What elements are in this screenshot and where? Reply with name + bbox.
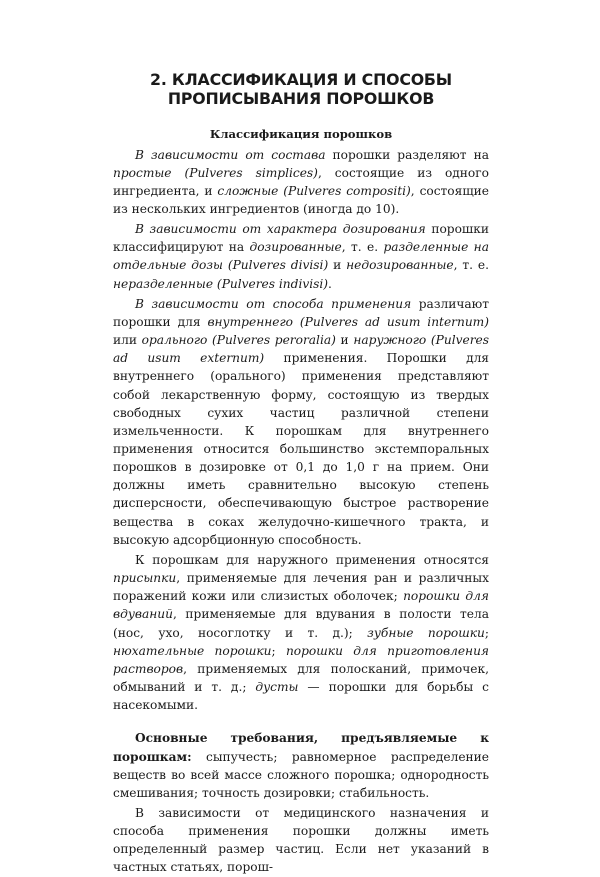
text-segment: , состоящие из одного ингредиента, и [113, 165, 489, 198]
text-segment: , применяемые для вдувания в полости тела (нос, ухо, носоглотку и т. д.); [113, 607, 489, 640]
text-segment: дозированные [249, 240, 342, 255]
text-segment: зубные порошки [367, 625, 485, 640]
chapter-title-line-2: ПРОПИСЫВАНИЯ ПОРОШКОВ [167, 89, 435, 108]
text-segment: — порошки для борьбы с насекомыми. [113, 680, 489, 713]
text-segment: . [328, 276, 332, 291]
text-segment: простые (Pulveres simplices) [113, 165, 318, 180]
text-segment: присыпки [113, 571, 177, 586]
text-segment: сложные (Pulveres compositi) [217, 183, 411, 198]
text-segment: , применяемых для полосканий, примочек, обмываний и т. д.; [113, 661, 489, 695]
chapter-title-line-1: 2. КЛАССИФИКАЦИЯ И СПОСОБЫ [150, 70, 452, 89]
text-segment: недозированные [346, 258, 454, 273]
text-segment: наружного (Pulveres ad usum externum) [113, 333, 490, 366]
text-segment: порошки для вдуваний [113, 589, 489, 622]
paragraph-external-powders [113, 551, 489, 714]
paragraph-particle-size [113, 804, 489, 877]
text-segment: , т. е. [453, 258, 489, 273]
text-segment: ; [484, 625, 489, 640]
text-segment: сыпучесть; равномерное распределение веществ во всей массе сложного порошка; однородность смешивания; точность дозировки; стабильность. [113, 749, 489, 800]
paragraph-classification-by-application [113, 295, 489, 549]
text-segment: порошки классифицируют на [113, 222, 489, 255]
text-segment: неразделенные (Pulveres indivisi) [113, 276, 329, 291]
document-page [113, 70, 489, 877]
text-segment: разделенные на отдельные дозы (Pulveres divisi) [113, 240, 489, 273]
text-segment: Основные требования, предъявляемые к порошкам: [113, 731, 489, 764]
text-segment: орального (Pulveres peroralia) [141, 333, 336, 348]
text-segment: внутреннего (Pulveres ad usum internum) [207, 314, 489, 329]
text-segment: , т. е. [341, 240, 384, 255]
text-segment: В зависимости от медицинского назначения и способа применения порошки должны иметь определенный размер частиц. Если нет указаний в частных статьях, порош- [113, 805, 489, 875]
text-segment: применения. Порошки для внутреннего (орального) применения представляют собой лекарственную форму, состоящую из твердых свободных сухих частиц различной степени измельченности. К порошкам для внутреннего применения относится большинство экстемпоральных порошков в дозировке от 0,1 до 1,0 г на прием. Они должны иметь сравнительно высокую степень дисперсности, обеспечивающую быстрое растворение вещества в соках желудочно-кишечного тракта, и высокую адсорбционную способность. [113, 351, 489, 547]
text-segment: В зависимости от способа применения [135, 296, 412, 311]
text-segment: и [335, 333, 354, 348]
text-segment: В зависимости от состава [135, 147, 326, 162]
paragraph-classification-by-composition [113, 146, 489, 219]
section-title: Классификация порошков [209, 127, 393, 141]
paragraph-classification-by-dosing [113, 220, 489, 293]
text-segment: , состоящие из нескольких ингредиентов (иногда до 10). [113, 183, 489, 216]
chapter-title [113, 70, 489, 108]
text-segment: различают порошки для [113, 296, 490, 329]
text-segment: порошки для приготовления растворов [113, 643, 489, 676]
text-segment: , применяемые для лечения ран и различных поражений кожи или слизистых оболочек; [113, 571, 489, 604]
text-segment: нюхательные порошки [113, 643, 272, 658]
text-segment: или [113, 333, 142, 348]
text-segment: дусты [255, 680, 299, 695]
text-segment: порошки разделяют на [325, 147, 489, 162]
text-segment: В зависимости от характера дозирования [135, 222, 426, 237]
text-segment: К порошкам для наружного применения относятся [135, 552, 489, 567]
text-segment: и [328, 258, 347, 273]
text-segment: ; [271, 643, 286, 658]
paragraph-requirements [113, 729, 489, 802]
